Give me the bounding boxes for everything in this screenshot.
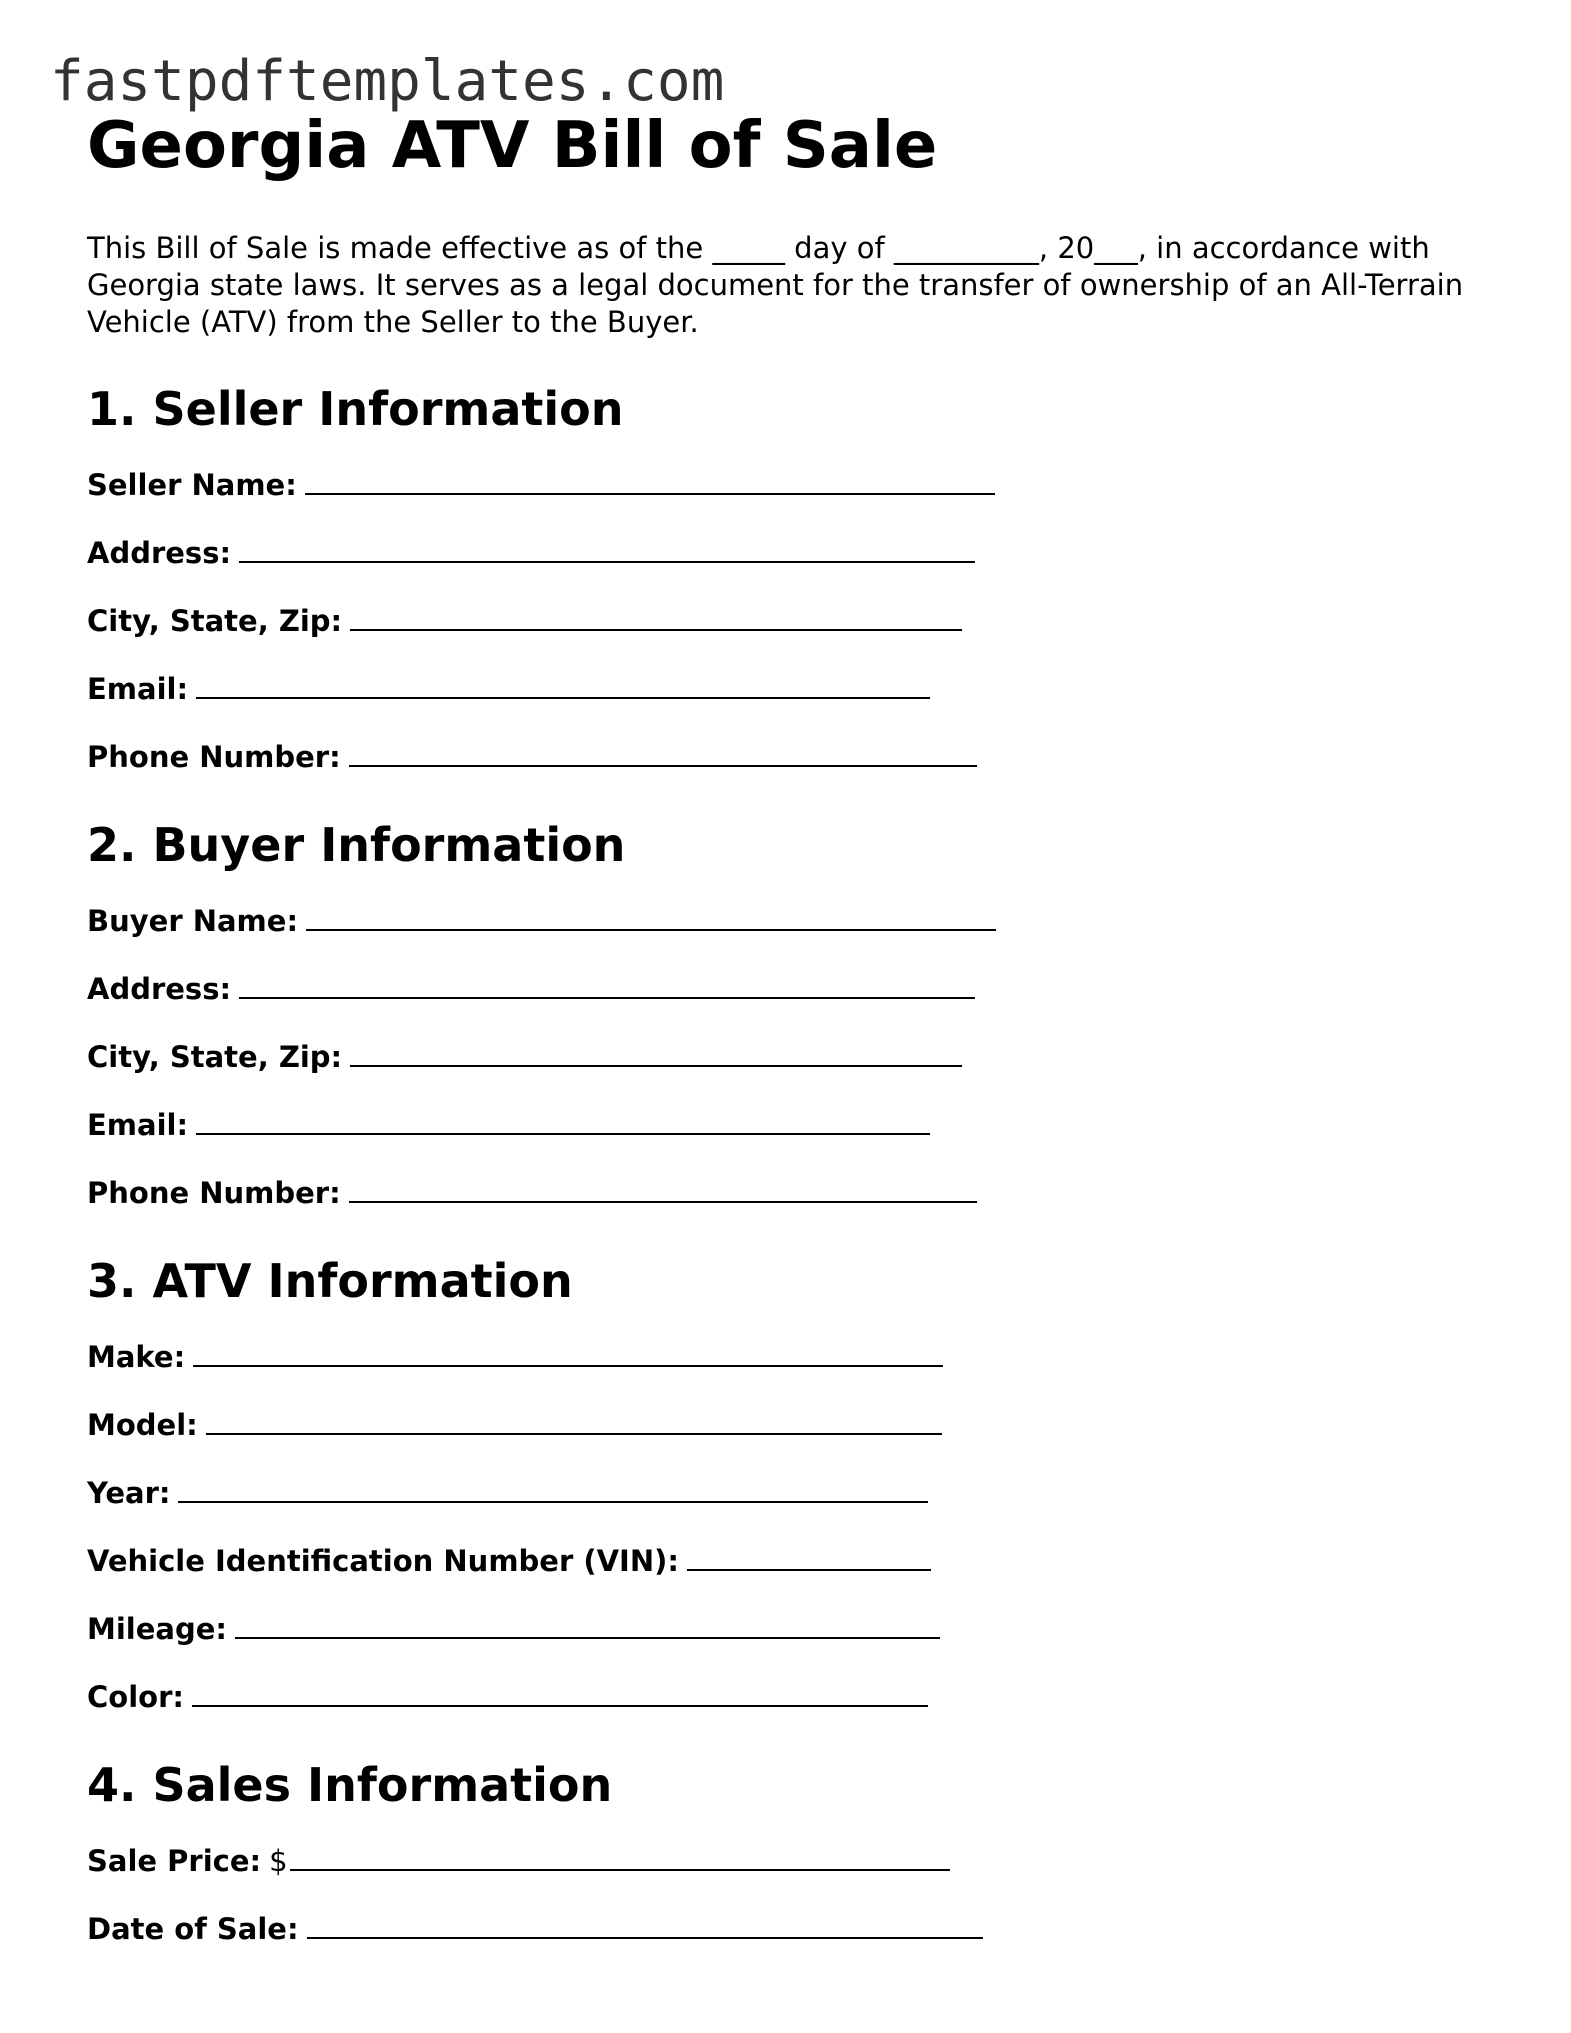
- seller-address-label: Address:: [87, 536, 232, 570]
- buyer-name-field: [87, 901, 1487, 941]
- sales-section: [87, 1757, 1487, 1949]
- seller-heading: 1. Seller Information: [87, 382, 624, 436]
- atv-year-field: [87, 1473, 1487, 1513]
- watermark: fastpdftemplates.com: [50, 49, 725, 114]
- intro-paragraph: This Bill of Sale is made effective as of the _____ day of __________, 20___, in accordance with Georgia state laws. It serves as a legal document for the transfer of ownership of an All-Terrain Vehicle (ATV) from the Seller to the Buyer.: [87, 231, 1464, 339]
- seller-email-label: Email:: [87, 672, 189, 706]
- buyer-phone-field: [87, 1173, 1487, 1213]
- buyer-name-label: Buyer Name:: [87, 904, 299, 938]
- document-body: [87, 108, 1487, 1949]
- buyer-phone-label: Phone Number:: [87, 1176, 341, 1210]
- atv-make-field: [87, 1337, 1487, 1377]
- date-of-sale-line[interactable]: [307, 1936, 983, 1939]
- buyer-city-line[interactable]: [350, 1064, 962, 1067]
- buyer-email-field: [87, 1105, 1487, 1145]
- seller-address-field: [87, 533, 1487, 573]
- atv-vin-label: Vehicle Identification Number (VIN):: [87, 1544, 679, 1578]
- sale-price-label: Sale Price:: [87, 1844, 262, 1878]
- currency-symbol: $: [269, 1844, 288, 1878]
- atv-year-label: Year:: [87, 1476, 171, 1510]
- buyer-section: [87, 817, 1487, 1213]
- buyer-email-line[interactable]: [196, 1132, 930, 1135]
- buyer-heading: 2. Buyer Information: [87, 818, 626, 872]
- seller-city-line[interactable]: [350, 628, 962, 631]
- seller-address-line[interactable]: [239, 560, 975, 563]
- atv-model-label: Model:: [87, 1408, 198, 1442]
- buyer-city-field: [87, 1037, 1487, 1077]
- seller-section: [87, 381, 1487, 777]
- buyer-city-label: City, State, Zip:: [87, 1040, 343, 1074]
- seller-name-line[interactable]: [305, 492, 995, 495]
- atv-mileage-label: Mileage:: [87, 1612, 228, 1646]
- atv-vin-field: [87, 1541, 1487, 1581]
- sale-price-line[interactable]: [290, 1868, 950, 1871]
- seller-name-field: [87, 465, 1487, 505]
- atv-color-label: Color:: [87, 1680, 184, 1714]
- buyer-name-line[interactable]: [306, 928, 996, 931]
- page-title: Georgia ATV Bill of Sale: [87, 109, 938, 183]
- seller-email-line[interactable]: [196, 696, 930, 699]
- atv-year-line[interactable]: [178, 1500, 928, 1503]
- seller-name-label: Seller Name:: [87, 468, 297, 502]
- atv-make-label: Make:: [87, 1340, 186, 1374]
- seller-phone-label: Phone Number:: [87, 740, 341, 774]
- atv-make-line[interactable]: [193, 1364, 943, 1367]
- atv-color-line[interactable]: [192, 1704, 928, 1707]
- seller-phone-line[interactable]: [349, 764, 977, 767]
- buyer-address-line[interactable]: [239, 996, 975, 999]
- buyer-fields: [87, 901, 1487, 1213]
- seller-email-field: [87, 669, 1487, 709]
- seller-city-field: [87, 601, 1487, 641]
- buyer-address-field: [87, 969, 1487, 1009]
- seller-fields: [87, 465, 1487, 777]
- date-of-sale-field: [87, 1909, 1487, 1949]
- atv-model-line[interactable]: [206, 1432, 942, 1435]
- buyer-email-label: Email:: [87, 1108, 189, 1142]
- atv-vin-line[interactable]: [687, 1568, 931, 1571]
- atv-model-field: [87, 1405, 1487, 1445]
- seller-city-label: City, State, Zip:: [87, 604, 343, 638]
- atv-fields: [87, 1337, 1487, 1717]
- buyer-phone-line[interactable]: [349, 1200, 977, 1203]
- buyer-address-label: Address:: [87, 972, 232, 1006]
- atv-color-field: [87, 1677, 1487, 1717]
- atv-section: [87, 1253, 1487, 1717]
- atv-heading: 3. ATV Information: [87, 1254, 573, 1308]
- seller-phone-field: [87, 737, 1487, 777]
- atv-mileage-field: [87, 1609, 1487, 1649]
- sale-price-field: [87, 1841, 1487, 1881]
- date-of-sale-label: Date of Sale:: [87, 1912, 299, 1946]
- sales-fields: [87, 1841, 1487, 1949]
- sales-heading: 4. Sales Information: [87, 1758, 613, 1812]
- atv-mileage-line[interactable]: [235, 1636, 940, 1639]
